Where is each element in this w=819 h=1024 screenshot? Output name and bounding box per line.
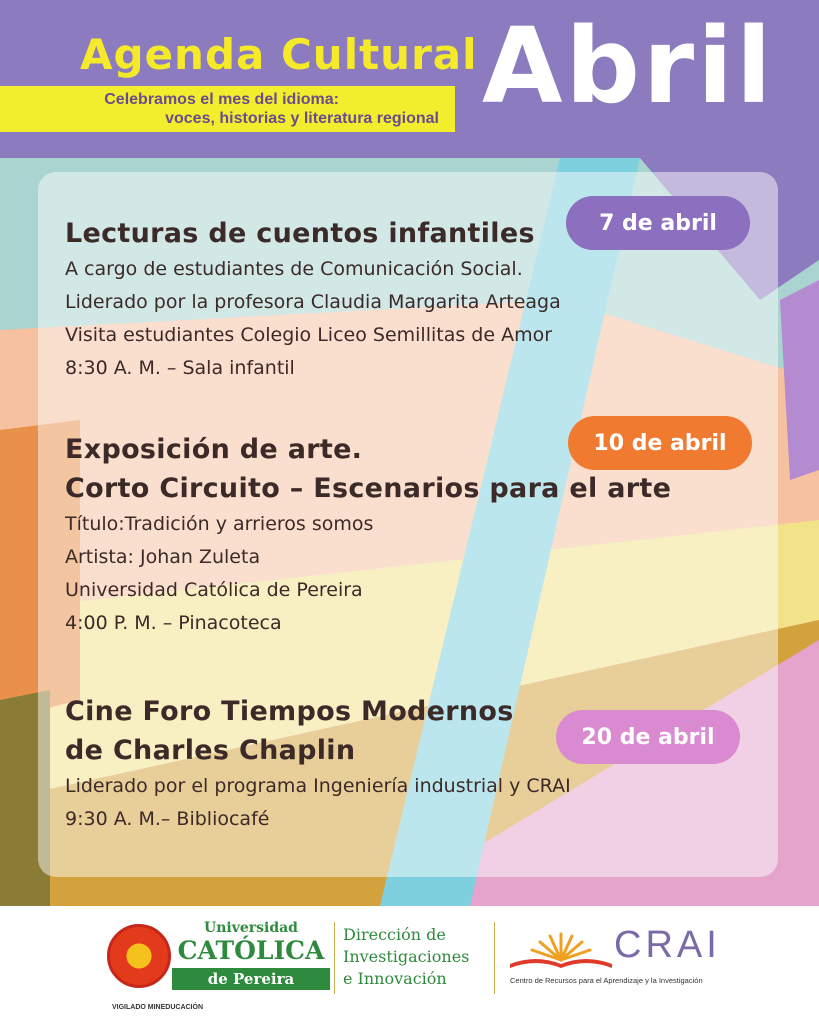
- divider: [494, 922, 495, 994]
- subtitle-band: [0, 86, 455, 132]
- month-title: Abril: [482, 5, 775, 127]
- university-seal-icon: [107, 924, 171, 988]
- university-bottom: de Pereira: [172, 968, 330, 990]
- subtitle: [104, 90, 439, 128]
- event-detail: Artista: Johan Zuleta: [65, 546, 261, 568]
- subtitle-line-2: voces, historias y literatura regional: [165, 110, 439, 127]
- date-badge: 7 de abril: [566, 196, 750, 250]
- university-top: Universidad: [204, 920, 298, 936]
- event-title: Corto Circuito – Escenarios para el arte: [65, 473, 672, 504]
- event-detail: Liderado por el programa Ingeniería industrial y CRAI: [65, 775, 571, 797]
- crai-subtitle: Centro de Recursos para el Aprendizaje y la Investigación: [510, 976, 703, 985]
- direction-line-1: Dirección de: [343, 925, 446, 944]
- event-title: Exposición de arte.: [65, 434, 363, 465]
- date-badge: 20 de abril: [556, 710, 740, 764]
- direction-line-3: e Innovación: [343, 969, 447, 988]
- event-detail: Liderado por la profesora Claudia Margarita Arteaga: [65, 291, 561, 313]
- subtitle-line-1: Celebramos el mes del idioma:: [104, 91, 339, 108]
- event-title: de Charles Chaplin: [65, 735, 356, 766]
- event-title: Cine Foro Tiempos Modernos: [65, 696, 514, 727]
- event-detail: A cargo de estudiantes de Comunicación Social.: [65, 258, 523, 280]
- event-time: 4:00 P. M. – Pinacoteca: [65, 612, 282, 634]
- event-detail: Universidad Católica de Pereira: [65, 579, 363, 601]
- event-detail: Título:Tradición y arrieros somos: [65, 513, 374, 535]
- footer: [0, 906, 819, 1024]
- vigilado-label: VIGILADO MINEDUCACIÓN: [112, 1004, 203, 1011]
- direction-line-2: Investigaciones: [343, 947, 470, 966]
- crai-name: CRAI: [614, 924, 721, 966]
- event-time: 8:30 A. M. – Sala infantil: [65, 357, 295, 379]
- agenda-title: Agenda Cultural: [80, 30, 478, 79]
- university-logo: [172, 920, 330, 990]
- crai-sun-book-icon: [506, 930, 616, 972]
- event-time: 9:30 A. M.– Bibliocafé: [65, 808, 270, 830]
- event-1: [65, 214, 561, 385]
- event-title: Lecturas de cuentos infantiles: [65, 218, 535, 249]
- event-detail: Visita estudiantes Colegio Liceo Semillitas de Amor: [65, 324, 553, 346]
- direction-name: [343, 924, 469, 990]
- divider: [334, 922, 335, 994]
- date-badge: 10 de abril: [568, 416, 752, 470]
- event-3: [65, 692, 571, 836]
- header: [0, 0, 819, 158]
- university-main: CATÓLICA: [177, 936, 325, 965]
